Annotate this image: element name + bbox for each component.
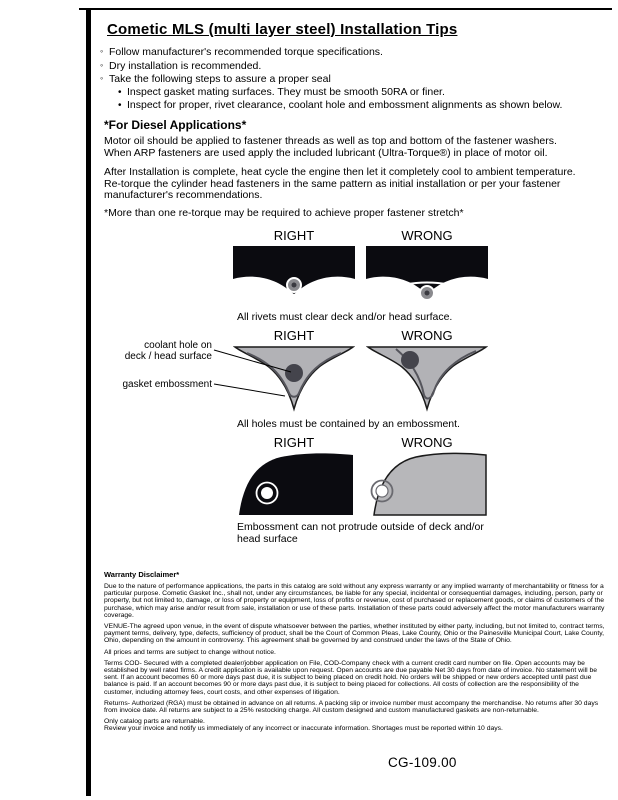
list-item: [100, 45, 580, 59]
warranty-paragraph: Due to the nature of performance applications, the parts in this catalog are sold without any express warranty or any implied warranty of merchantability or fitness for a particular purpose. Cometic Gasket Inc., shall not, under any circumstances, be liable for any special, incidental or consequential damages, including, person, party or property, but not limited to, damage, or loss of property or equipment, loss of profits or revenue, cost of purchased or replacement goods, or claims of customers of the purchase, which may arise and/or result from sale, installation or use of these parts. Installation of these parts could adversely affect the motor manufacturers warranty coverage.: [104, 583, 605, 619]
embossment-wrong-diagram: [366, 345, 488, 413]
holes-caption: All holes must be contained by an embossment.: [237, 418, 460, 430]
page-number: CG-109.00: [388, 755, 457, 770]
diesel-applications-heading: *For Diesel Applications*: [104, 118, 247, 132]
page-top-border: [79, 8, 612, 10]
tip-text: Follow manufacturer's recommended torque specifications.: [109, 46, 383, 58]
right-label: RIGHT: [273, 228, 315, 243]
retorque-note: *More than one re-torque may be required to achieve proper fastener stretch*: [104, 207, 464, 219]
wrong-label: WRONG: [401, 228, 453, 243]
sub-tip-text: Inspect for proper, rivet clearance, coolant hole and embossment alignments as shown below.: [127, 99, 563, 111]
callout-text: coolant hole on: [144, 340, 212, 351]
wrong-label: WRONG: [401, 435, 453, 450]
list-item: [100, 99, 580, 113]
filled-bullet-icon: •: [118, 86, 122, 98]
filled-bullet-icon: •: [118, 100, 122, 111]
protrusion-right-diagram: [233, 451, 355, 517]
warranty-section: [104, 570, 608, 737]
open-bullet-icon: ◦: [100, 73, 104, 83]
diagram-section: [0, 228, 618, 560]
protrusion-caption: Embossment can not protrude outside of deck and/or head surface: [237, 521, 484, 545]
open-bullet-icon: ◦: [100, 46, 104, 56]
list-item: [100, 86, 580, 100]
protrusion-wrong-diagram: [366, 451, 488, 517]
rivet-clearance-right-diagram: [233, 246, 355, 306]
sub-tip-text: Inspect gasket mating surfaces. They must be smooth 50RA or finer.: [127, 85, 445, 98]
callout-text: gasket embossment: [122, 379, 212, 390]
warranty-paragraph: Review your invoice and notify us immediately of any incorrect or inaccurate information. Shortages must be reported within 10 days.: [104, 725, 503, 733]
open-bullet-icon: ◦: [100, 59, 104, 70]
rivet-clearance-wrong-diagram: [366, 246, 488, 306]
warranty-paragraph: Returns- Authorized (RGA) must be obtained in advance on all returns. A packing slip or invoice number must accompany the merchandise. No returns after 30 days from invoice date. All returns are subject to a 25% restocking charge. All custom designed and custom manufactured gaskets are non-returnable.: [104, 699, 599, 715]
gasket-embossment-callout: [80, 379, 212, 390]
coolant-hole-callout: [100, 340, 212, 362]
diesel-paragraph-1: Motor oil should be applied to fastener threads as well as top and bottom of the fastener washers. When ARP fasteners are used apply the included lubricant (Ultra-Torque®) in place of motor oil.: [104, 135, 557, 159]
warranty-paragraph: Terms COD- Secured with a completed dealer/jobber application on File, COD-Company check with a current credit card number on file. Open accounts may be established by well rated firms. A credit application is available upon request. Open accounts are due payable Net 30 days from date of invoice. No statement will be sent. If an account becomes 60 or more days past due, it is subject to being placed on credit hold. No orders will be shipped or new orders accepted until past due balance is paid. If an account becomes 90 or more days past due, it is subject to being placed for collections. All costs of collection are the responsibility of the customer, including attorney fees, court costs, and other expenses of litigation.: [104, 659, 598, 696]
page-title: Cometic MLS (multi layer steel) Installation Tips: [107, 21, 458, 38]
callout-text: deck / head surface: [124, 351, 212, 362]
warranty-paragraph: All prices and terms are subject to change without notice.: [104, 648, 276, 656]
right-label: RIGHT: [273, 435, 315, 450]
installation-tips-list: [100, 45, 580, 113]
tip-text: Dry installation is recommended.: [109, 59, 262, 72]
warranty-heading: Warranty Disclaimer*: [104, 570, 180, 579]
right-label: RIGHT: [273, 328, 315, 343]
diesel-paragraph-2: After Installation is complete, heat cycle the engine then let it completely cool to ambient temperature. Re-torque the cylinder head fasteners in the same pattern as initial installation or per your fastener manufacturer's recommendations.: [104, 166, 576, 201]
list-item: [100, 59, 580, 73]
warranty-paragraph: VENUE-The agreed upon venue, in the event of dispute whatsoever between the parties, whether instituted by either party, including, but not limited to, contract terms, payment terms, delivery, type, defects, sufficiency of product, shall be the Court of Common Pleas, Lake County, Ohio or the Painesville Municipal Court, Lake County, Ohio, depending on the amount in controversy. This agreement shall be governed by and construed under the laws of the State of Ohio.: [104, 623, 605, 645]
embossment-right-diagram: [233, 345, 355, 413]
wrong-label: WRONG: [401, 328, 453, 343]
rivet-caption: All rivets must clear deck and/or head surface.: [237, 311, 453, 323]
tip-text: Take the following steps to assure a proper seal: [109, 73, 331, 85]
warranty-paragraph: Only catalog parts are returnable.: [104, 718, 205, 726]
list-item: [100, 72, 580, 86]
